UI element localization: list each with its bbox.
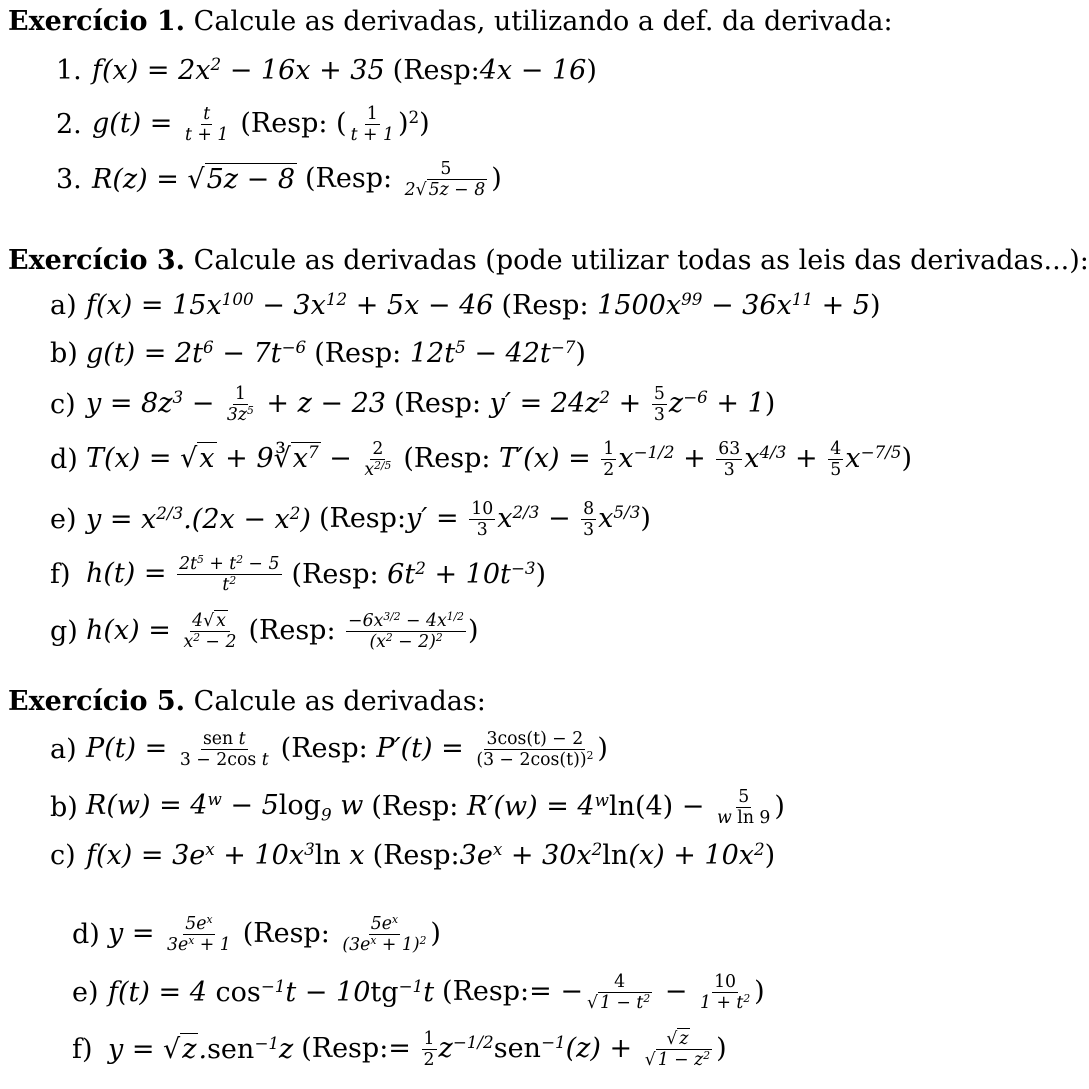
- exercise-3-title: Exercício 3.: [8, 245, 186, 276]
- item-answer: $(Resp:3e^x + 30x^2\ln(x) + 10x^2)$: [372, 838, 776, 871]
- item-expression: $g(t) = 2t^6 - 7t^{-6}$: [86, 336, 307, 369]
- item-expression: $R(w) = 4^w - 5\log_9$ w: [86, 789, 364, 825]
- ex3-item-g: [50, 612, 479, 651]
- item-answer: (Resp:= $\frac{1}{2}$ $z^{-1/2}sen^{-1}(z)$ + $\frac{√ z}{√ 1 - z^2}$ ): [301, 1029, 727, 1071]
- item-answer: (Resp: $R'(w) = 4^w\ln(4)$ − $\frac{5}{\text{w ln 9}}$ ): [371, 787, 785, 829]
- ex5-item-a: [50, 730, 608, 769]
- ex3-item-c: [50, 385, 775, 424]
- item-expression: $f(x) = 2x^2 - 16x + 35$: [92, 53, 385, 86]
- item-label: c): [50, 389, 76, 421]
- item-label: a): [50, 734, 77, 766]
- item-expression: $y = 8z^3$ − $\frac{1}{3z^5}$ + z − 23: [86, 384, 386, 426]
- item-expression: $T(x) = √x + 9∛x^7$ − $\frac{2}{x^{2/5}}$: [86, 439, 392, 481]
- ex5-item-e: [72, 973, 765, 1012]
- ex3-item-b: [50, 338, 586, 369]
- exercise-5-title: Exercício 5.: [8, 686, 186, 717]
- item-label: a): [50, 290, 77, 321]
- exercise-1-title: Exercício 1.: [8, 6, 186, 37]
- item-answer: (Resp: ( $\frac{1}{t + 1}$ )$^2$): [240, 104, 430, 146]
- ex3-item-a: [50, 290, 881, 321]
- item-label: g): [50, 616, 78, 648]
- item-expression: f(t) = 4 $\cos^{-1}t - 10tg^{-1}t$: [108, 975, 435, 1009]
- item-answer: (Resp: $\frac{-6x^{3/2} - 4x^{1/2}}{(x^2 - 2)^2}$ ): [248, 610, 479, 653]
- item-expression: $f(x) = 3e^x + 10x^3\ln$ x: [86, 838, 365, 871]
- item-label: c): [50, 840, 76, 871]
- item-label: 1.: [56, 55, 82, 86]
- item-answer: (Resp: $\frac{5}{2√ 5z - 8}$ ): [305, 159, 502, 201]
- item-answer: (Resp: $\frac{5e^x}{(3e^x + 1)^2}$ ): [242, 913, 441, 956]
- exercise-5-instruction: Calcule as derivadas:: [193, 686, 486, 717]
- item-answer: (Resp:4x − 16): [392, 55, 597, 86]
- ex1-item-3: [56, 160, 502, 199]
- ex1-item-2: [56, 105, 430, 144]
- item-label: e): [72, 977, 99, 1009]
- ex1-item-1: [56, 55, 597, 86]
- item-answer: (Resp: $y' = 24z^2$ + $\frac{5}{3}$ $z^{-6} + 1$): [393, 384, 776, 426]
- ex5-item-d: [72, 915, 441, 954]
- ex3-item-f: [50, 555, 546, 594]
- item-label: b): [50, 792, 78, 824]
- item-answer: (Resp: P′(t) = $\frac{3\cos(t) - 2}{(3 - 2\cos(t))^2}$ ): [280, 729, 608, 771]
- ex5-item-b: [50, 788, 785, 827]
- item-expression: P(t) = $\frac{\text{sen t}}{\text{3 − 2cos t}}$: [86, 729, 269, 771]
- exercise-3-heading: [8, 245, 1089, 276]
- item-answer: (Resp: $6t^2 + 10t^{-3}$): [291, 557, 547, 591]
- item-label: f): [72, 1034, 93, 1066]
- item-expression: $y = x^{2/3}.(2x - x^2)$: [86, 502, 311, 536]
- item-answer: (Resp:y′ = $\frac{10}{3}$ $x^{2/3}$ − $\frac{8}{3}$ $x^{5/3}$): [318, 499, 651, 541]
- ex3-item-d: [50, 440, 912, 479]
- item-label: 2.: [56, 109, 82, 141]
- item-expression: g(t) = $\frac{t}{t + 1}$: [92, 104, 229, 146]
- item-expression: $f(x) = 15x^{100} - 3x^{12} + 5x - 46$: [86, 288, 494, 321]
- item-label: d): [72, 919, 100, 951]
- item-answer: (Resp: $1500x^{99} - 36x^{11} + 5$): [501, 288, 881, 321]
- exercise-1-heading: [8, 6, 893, 37]
- ex5-item-f: [72, 1030, 727, 1069]
- item-answer: (Resp: $12t^5 - 42t^{-7}$): [314, 336, 586, 369]
- item-expression: y = √z.sen$^{-1}$z: [108, 1032, 294, 1066]
- item-label: d): [50, 444, 78, 476]
- item-answer: (Resp:= − $\frac{4}{√ 1 - t^2}$ − $\frac{10}{1 + t^2}$ ): [442, 972, 765, 1014]
- exercise-1-instruction: Calcule as derivadas, utilizando a def. da derivada:: [193, 6, 893, 37]
- item-expression: R(z) = √5z − 8: [92, 164, 295, 196]
- item-expression: h(t) = $\frac{2t^5 + t^2 - 5}{t^2}$: [86, 553, 280, 596]
- item-label: 3.: [56, 164, 82, 196]
- item-expression: y = $\frac{5e^x}{3e^x + 1}$: [108, 913, 231, 956]
- item-label: f): [50, 559, 71, 591]
- item-expression: h(x) = $\frac{4√ x}{x^2 - 2}$: [86, 611, 237, 653]
- item-label: b): [50, 338, 78, 369]
- ex3-item-e: [50, 500, 651, 539]
- item-label: e): [50, 504, 77, 536]
- item-answer: (Resp: T′(x) = $\frac{1}{2}$ $x^{-1/2}$ + $\frac{63}{3}$ $x^{4/3}$ + $\frac{4}{5}$ $x^{-7/5}$): [403, 439, 912, 481]
- exercise-3-instruction: Calcule as derivadas (pode utilizar todas as leis das derivadas...):: [193, 245, 1089, 276]
- exercise-5-heading: [8, 686, 486, 717]
- ex5-item-c: [50, 840, 775, 871]
